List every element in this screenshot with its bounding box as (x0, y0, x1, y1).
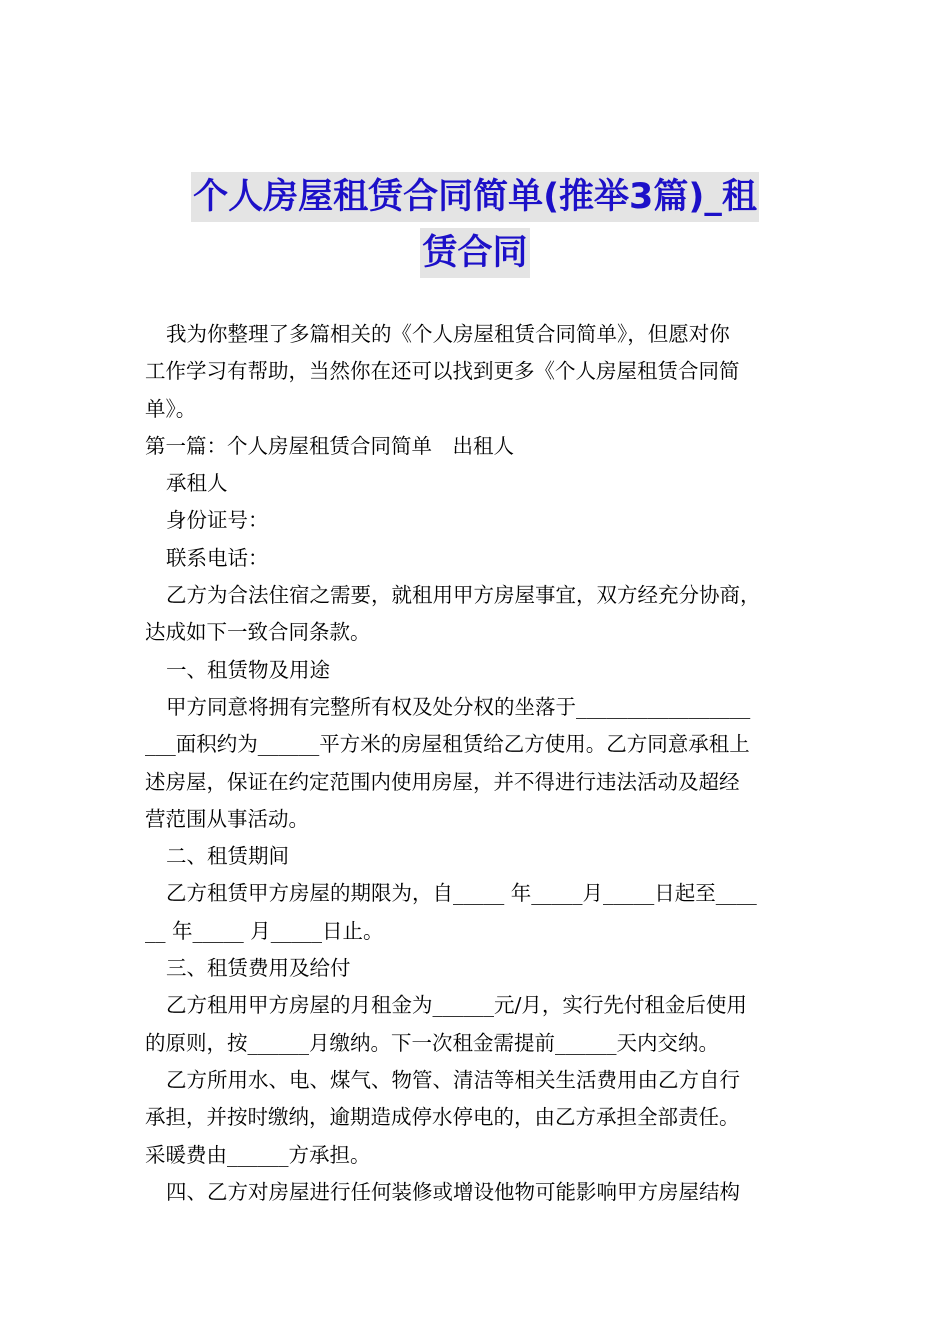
paragraph-line: __ 年_____ 月_____日止。 (145, 918, 384, 943)
paragraph-line: 工作学习有帮助，当然你在还可以找到更多《个人房屋租赁合同简 (145, 359, 740, 384)
field-label-lessee: 承租人 (166, 471, 228, 496)
title-line-1: 个人房屋租赁合同简单(推举3篇)_租 (191, 172, 759, 222)
document-title (0, 172, 950, 278)
clause-heading: 二、租赁期间 (166, 844, 289, 869)
paragraph-line: ___面积约为______平方米的房屋租赁给乙方使用。乙方同意承租上 (145, 732, 750, 757)
paragraph-line: 营范围从事活动。 (145, 806, 309, 831)
paragraph-line: 承担，并按时缴纳，逾期造成停水停电的，由乙方承担全部责任。 (145, 1105, 740, 1130)
clause-heading: 三、租赁费用及给付 (166, 956, 351, 981)
section-heading: 第一篇：个人房屋租赁合同简单 出租人 (145, 433, 514, 458)
paragraph-line: 乙方租赁甲方房屋的期限为，自_____ 年_____月_____日起至____ (166, 881, 757, 906)
paragraph-line: 单》。 (145, 396, 197, 421)
document-body (145, 316, 810, 1211)
field-label-id-number: 身份证号： (166, 508, 269, 533)
paragraph-line: 我为你整理了多篇相关的《个人房屋租赁合同简单》，但愿对你 (166, 322, 730, 346)
paragraph-line: 的原则，按______月缴纳。下一次租金需提前______天内交纳。 (145, 1030, 719, 1055)
paragraph-line: 述房屋，保证在约定范围内使用房屋，并不得进行违法活动及超经 (145, 769, 740, 794)
clause-heading: 一、租赁物及用途 (166, 657, 330, 682)
title-line-2: 赁合同 (420, 228, 529, 278)
paragraph-line: 乙方所用水、电、煤气、物管、清洁等相关生活费用由乙方自行 (166, 1067, 740, 1092)
paragraph-line: 乙方租用甲方房屋的月租金为______元/月，实行先付租金后使用 (166, 993, 747, 1018)
field-label-phone: 联系电话： (166, 545, 269, 570)
paragraph-line: 乙方为合法住宿之需要，就租用甲方房屋事宜，双方经充分协商， (166, 583, 761, 608)
clause-heading: 四、乙方对房屋进行任何装修或增设他物可能影响甲方房屋结构 (166, 1179, 740, 1204)
paragraph-line: 甲方同意将拥有完整所有权及处分权的坐落于_________________ (166, 694, 751, 719)
paragraph-line: 采暖费由______方承担。 (145, 1142, 371, 1167)
paragraph-line: 达成如下一致合同条款。 (145, 620, 371, 645)
